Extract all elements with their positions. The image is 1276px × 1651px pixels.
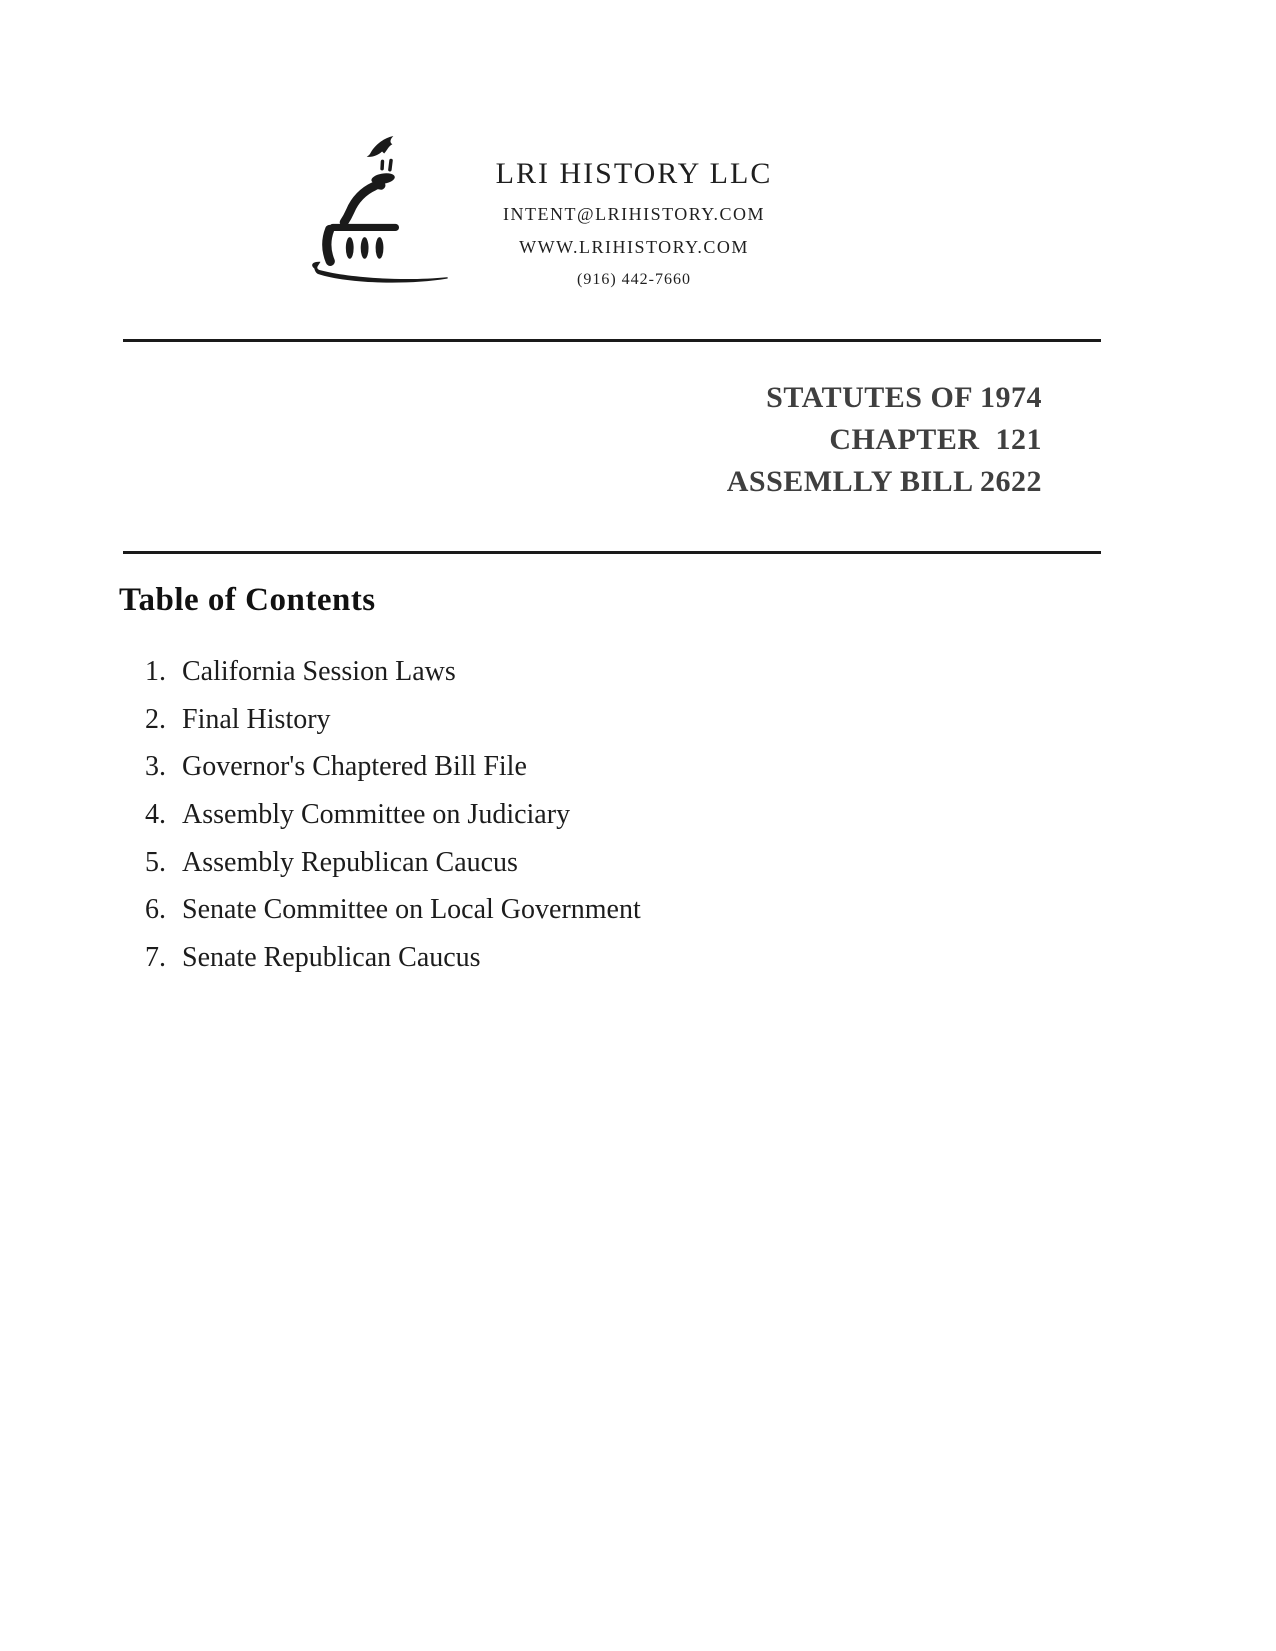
toc-item <box>145 893 641 941</box>
company-email: INTENT@LRIHISTORY.COM <box>503 204 765 224</box>
toc-item-label: Senate Republican Caucus <box>182 942 481 974</box>
toc-item-number: 2. <box>145 703 166 735</box>
company-phone: (916) 442-7660 <box>577 271 691 288</box>
company-website: WWW.LRIHISTORY.COM <box>519 237 749 257</box>
assembly-bill-line: ASSEMLLY BILL 2622 <box>726 465 1042 498</box>
toc-item <box>145 846 641 894</box>
toc-item <box>145 703 641 751</box>
toc-item-label: Final History <box>182 703 331 735</box>
toc-item-number: 5. <box>145 846 166 878</box>
company-name: LRI HISTORY LLC <box>495 157 773 190</box>
toc-item-label: Assembly Committee on Judiciary <box>182 799 571 831</box>
toc-item <box>145 941 641 989</box>
letterhead <box>433 156 835 290</box>
toc-item-number: 1. <box>145 656 166 687</box>
statutes-year-line: STATUTES OF 1974 <box>766 381 1042 414</box>
toc-item-label: Governor's Chaptered Bill File <box>182 751 527 783</box>
toc-list <box>145 655 641 989</box>
capitol-dome-logo <box>306 134 452 288</box>
horizontal-rule-bottom <box>123 551 1101 554</box>
toc-item-number: 6. <box>145 894 166 926</box>
chapter-line: CHAPTER 121 <box>829 423 1042 456</box>
statute-title-block <box>727 377 1042 503</box>
toc-item-number: 3. <box>145 751 166 783</box>
toc-item-label: Senate Committee on Local Government <box>182 894 641 926</box>
toc-item-label: California Session Laws <box>182 656 456 687</box>
toc-item <box>145 798 641 846</box>
horizontal-rule-top <box>123 339 1101 342</box>
toc-item <box>145 750 641 798</box>
toc-item-label: Assembly Republican Caucus <box>182 846 518 878</box>
toc-heading: Table of Contents <box>119 582 376 618</box>
toc-item <box>145 655 641 703</box>
toc-item-number: 7. <box>145 942 166 974</box>
toc-item-number: 4. <box>145 799 166 831</box>
